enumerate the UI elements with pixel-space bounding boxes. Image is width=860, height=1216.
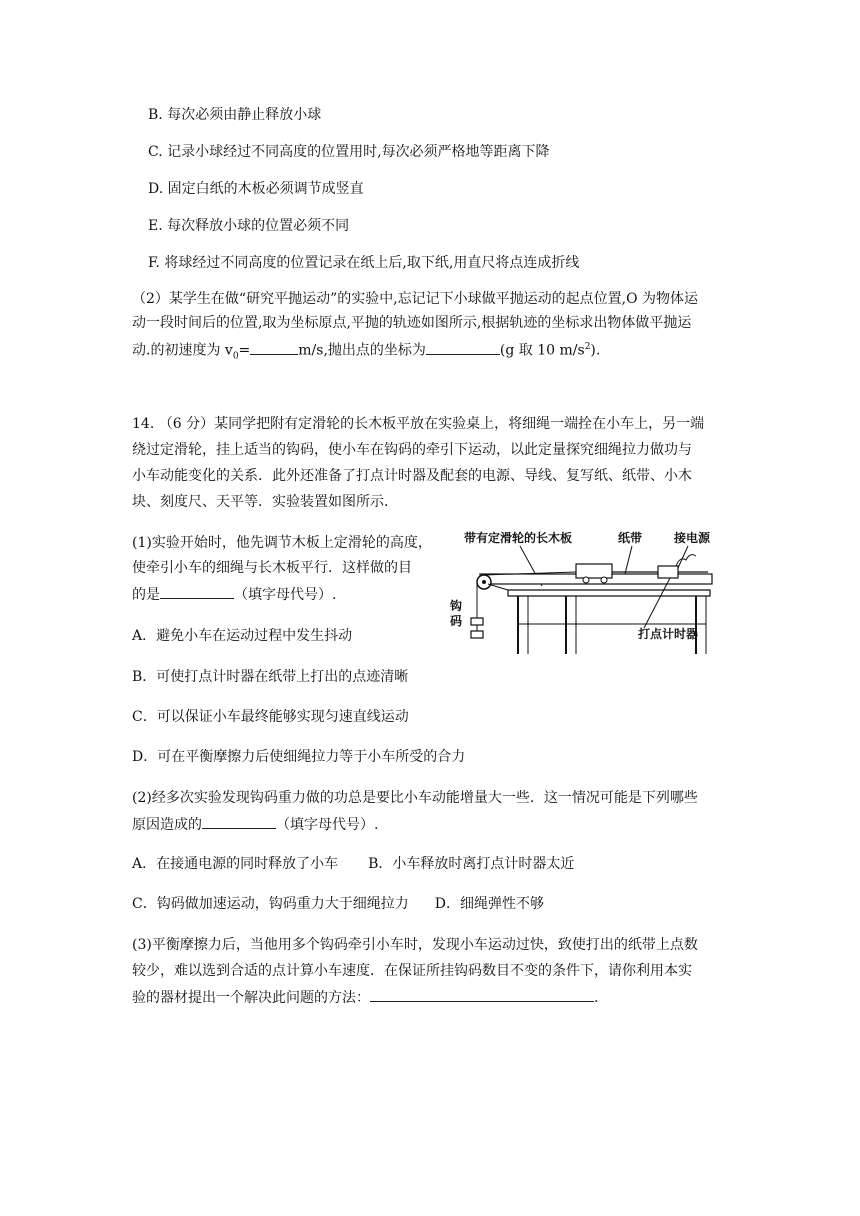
q14-intro-line3: 小车动能变化的关系．此外还准备了打点计时器及配套的电源、导线、复写纸、纸带、小木 (132, 468, 692, 484)
q14-part2-line2 (132, 814, 378, 835)
timer (658, 566, 678, 578)
table-top (508, 590, 710, 596)
answer-blank-origin[interactable] (426, 340, 500, 355)
text: = (238, 342, 251, 359)
q13-part2-line1: （2）某学生在做“研究平抛运动”的实验中,忘记记下小球做平抛运动的起点位置,O 为物体运 (132, 291, 699, 307)
q14-part2-line1: (2)经多次实验发现钩码重力做的功总是要比小车动能增量大一些．这一情况可能是下列哪些 (132, 790, 698, 806)
subscript: 0 (232, 351, 239, 362)
q14-part2-opt-ab (132, 854, 574, 874)
option-d: D．细绳弹性不够 (434, 896, 544, 912)
text: （填字母代号）. (276, 817, 379, 833)
q14-part3-line2: 较少，难以选到合适的点计算小车速度．在保证所挂钩码数目不变的条件下，请你利用本实 (132, 963, 692, 979)
q14-part1-option-b: B．可使打点计时器在纸带上打出的点迹清晰 (132, 669, 409, 685)
text: 动.的初速度为 v (132, 342, 233, 359)
answer-blank-part1[interactable] (160, 584, 234, 599)
q14-part2-opt-cd (132, 894, 544, 914)
label-weights-1: 钩 (450, 599, 463, 613)
option-e: E. 每次释放小球的位置必须不同 (148, 218, 350, 234)
q14-part3-line3 (132, 987, 598, 1008)
q14-part1-option-d: D．可在平衡摩擦力后使细绳拉力等于小车所受的合力 (132, 749, 466, 765)
apparatus-figure (448, 528, 718, 656)
answer-blank-part2[interactable] (202, 814, 276, 829)
label-paper-tape: 纸带 (618, 531, 643, 545)
cart (576, 564, 612, 578)
option-c: C. 记录小球经过不同高度的位置用时,每次必须严格地等距离下降 (148, 144, 550, 160)
q13-part2-line2: 动一段时间后的位置,取为坐标原点,平抛的轨迹如图所示,根据轨迹的坐标求出物体做平抛运 (132, 315, 692, 331)
text: 验的器材提出一个解决此问题的方法： (132, 990, 370, 1006)
text: (g 取 10 m/s (499, 342, 585, 359)
text: . (594, 990, 599, 1006)
q14-part1-line1: (1)实验开始时，他先调节木板上定滑轮的高度， (132, 535, 432, 551)
label-long-board: 带有定滑轮的长木板 (464, 531, 573, 545)
superscript: 2 (584, 342, 591, 352)
q14-part1-line3 (132, 584, 336, 605)
option-b: B．小车释放时离打点计时器太近 (368, 856, 575, 872)
text: 原因造成的 (132, 817, 202, 833)
option-f: F. 将球经过不同高度的位置记录在纸上后,取下纸,用直尺将点连成折线 (148, 255, 580, 271)
text: ). (590, 342, 601, 359)
text: m/s,抛出点的坐标为 (298, 342, 426, 359)
q14-intro-line1: 14. （6 分）某同学把附有定滑轮的长木板平放在实验桌上，将细绳一端拴在小车上，另一端 (132, 416, 705, 432)
q14-part1-line2: 使牵引小车的细绳与长木板平行．这样做的目 (132, 560, 412, 576)
q14-intro-line4: 块、刻度尺、天平等．实验装置如图所示． (132, 494, 398, 510)
weight-2 (471, 631, 483, 638)
q14-part1-option-c: C．可以保证小车最终能够实现匀速直线运动 (132, 709, 409, 725)
label-power-supply: 接电源 (674, 531, 711, 545)
option-a: A．在接通电源的同时释放了小车 (132, 856, 339, 872)
answer-blank-part3[interactable] (370, 987, 594, 1002)
text: （填字母代号）. (234, 587, 337, 603)
option-b: B. 每次必须由静止释放小球 (148, 107, 322, 123)
label-weights-2: 码 (450, 614, 463, 628)
q14-part3-line1: (3)平衡摩擦力后，当他用多个钩码牵引小车时，发现小车运动过快，致使打出的纸带上点数 (132, 937, 698, 953)
q13-part2-line3 (132, 337, 600, 366)
answer-blank-v0[interactable] (250, 340, 298, 355)
option-c: C．钩码做加速运动，钩码重力大于细绳拉力 (132, 896, 409, 912)
q14-intro-line2: 绕过定滑轮，挂上适当的钩码，使小车在钩码的牵引下运动，以此定量探究细绳拉力做功与 (132, 442, 692, 458)
q14-part1-option-a: A．避免小车在运动过程中发生抖动 (132, 628, 353, 644)
label-timer: 打点计时器 (638, 627, 699, 641)
weight-1 (471, 618, 483, 625)
option-d: D. 固定白纸的木板必须调节成竖直 (148, 181, 364, 197)
text: 的是 (132, 587, 160, 603)
